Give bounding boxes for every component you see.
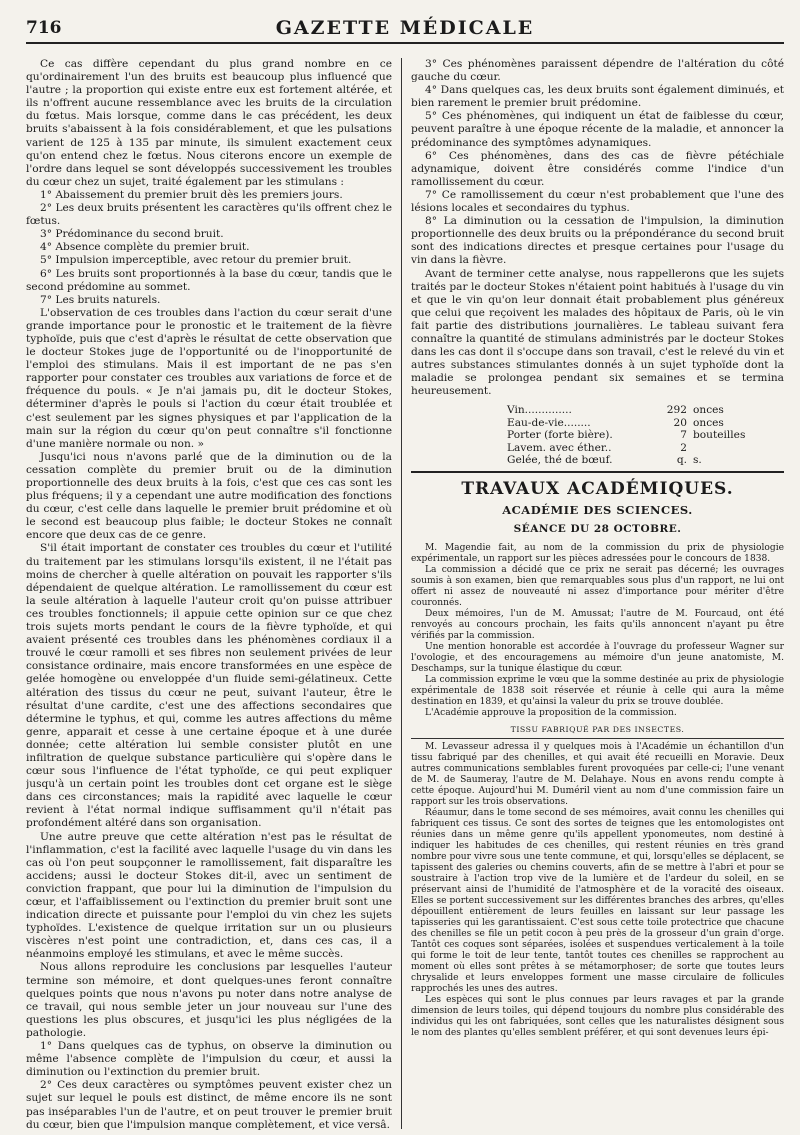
subhead-rule	[411, 738, 784, 739]
section-rule	[411, 471, 784, 473]
insect-article	[411, 742, 784, 1039]
paragraph: L'observation de ces troubles dans l'action du cœur serait d'une grande importance pour le pronostic et le traitement de la fièvre typhoïde, puis que c'est d'après le résultat de cette observation que le docteur Stokes juge de l'opportunité ou de l'inopportunité de l'emploi des stimulans. Mais il est important de ne pas s'en rapporter pour constater ces troubles aux variations de force et de fréquence du pouls. « Je n'ai jamais pu, dit le docteur Stokes, déterminer d'après le pouls si l'action du cœur était troublée et c'est seulement par les signes physiques et par l'application de la main sur la région du cœur qu'on peut connaître s'il fonctionne d'une manière normale ou non. »	[26, 306, 392, 450]
table-cell-qty: q.	[676, 454, 687, 467]
paragraph: Ce cas diffère cependant du plus grand nombre en ce qu'ordinairement l'un des bruits est beaucoup plus influencé que l'autre ; la proportion qui existe entre eux est fortement altérée, et ils n'offrent aucune ressemblance avec les bruits de la circulation du fœtus. Mais lorsque, comme dans le cas précédent, les deux bruits s'abaissent à la fois considérablement, et que les pulsations varient de 125 à 135 par minute, ils simulent exactement ceux qu'on entend chez le fœtus. Nous citerons encore un exemple de l'ordre dans lequel se sont développés successivement les troubles du cœur chez un sujet, traité également par les stimulans :	[26, 58, 392, 188]
section-subtitle: ACADÉMIE DES SCIENCES.	[502, 502, 693, 517]
list-item: 7° Ce ramollissement du cœur n'est probablement que l'une des lésions locales et secondaires du typhus.	[411, 188, 784, 215]
table-cell-unit: bouteilles	[693, 429, 746, 442]
list-item: 4° Absence complète du premier bruit.	[40, 241, 250, 254]
paragraph: Nous allons reproduire les conclusions par lesquelles l'auteur termine son mémoire, et dont quelques-unes feront connaître quelques points que nous n'avons pu noter dans notre analyse de ce travail, qui nous semble jeter un jour nouveau sur l'une des questions les plus obscures, et jusqu'ici les plus négligées de la pathologie.	[26, 961, 392, 1039]
table-row	[507, 454, 773, 467]
table-cell-qty: 2	[680, 441, 687, 454]
page-number: 716	[26, 18, 62, 38]
article-subheading: TISSU FABRIQUÉ PAR DES INSECTES.	[510, 724, 685, 734]
paragraph: La commission exprime le vœu que la somme destinée au prix de physiologie expérimentale de 1838 soit réservée et réunie à celle qui aura la même destination en 1839, et qu'ainsi la valeur du prix se trouve doublée.	[411, 674, 784, 707]
table-row	[507, 404, 773, 417]
column-divider	[401, 58, 402, 1129]
list-item: 1° Dans quelques cas de typhus, on observe la diminution ou même l'absence complète de l'impulsion du cœur, et aussi la diminution ou l'extinction du premier bruit.	[26, 1040, 392, 1079]
list-item: 1° Abaissement du premier bruit dès les premiers jours.	[40, 188, 343, 201]
list-item: 2° Les deux bruits présentent les caractères qu'ils offrent chez le fœtus.	[26, 202, 392, 228]
paragraph: Jusqu'ici nous n'avons parlé que de la diminution ou de la cessation complète du premier bruit ou de la diminution proportionnelle des deux bruits à la fois, c'est que ces cas sont les plus fréquens; il y a cependant une autre modification des fonctions du cœur, c'est celle dans laquelle le premier bruit prédomine et où le second est beaucoup plus faible; le docteur Stokes ne connaît encore que deux cas de ce genre.	[26, 450, 392, 542]
stimulants-table	[507, 404, 773, 467]
paragraph: Deux mémoires, l'un de M. Amussat; l'autre de M. Fourcaud, ont été renvoyés au concours prochain, les faits qu'ils annoncent n'ayant pu être vérifiés par la commission.	[411, 608, 784, 641]
table-cell-label: Eau-de-vie........	[507, 416, 591, 429]
paragraph: S'il était important de constater ces troubles du cœur et l'utilité du traitement par les stimulans lorsqu'ils existent, il ne l'était pas moins de chercher à quelle altération on pouvait les rapporter s'ils dépendaient de quelque altération. Le ramollissement du cœur est la seule altération à laquelle l'auteur croit qu'on puisse attribuer ces troubles fonctionnels; il appuie cette opinion sur ce que chez trois sujets morts pendant le cours de la fièvre typhoïde, et qui avaient présenté ces troubles dans les phénomènes cordiaux il a trouvé le cœur ramolli et ses fibres non seulement privées de leur consistance ordinaire, mais encore transformées en une espèce de gelée homogène ou enveloppée d'un fluide semi-gélatineux. Cette altération des tissus du cœur ne peut, suivant l'auteur, être le résultat d'une cardite, c'est une des affections secondaires que détermine le typhus, et qui, comme les autres affections du même genre, apparait et cesse à une certaine époque et à une durée donnée; cette altération lui semble consister plutôt en une infiltration de quelque substance particulière qui s'opère dans le cœur sous l'influence de l'état typhoïde, ce qui peut expliquer jusqu'à un certain point les troubles dont cet organe est le siège dans ces circonstances; mais la rapidité avec laquelle le cœur revient à l'état normal indique suffisamment qu'il n'était pas profondément altéré dans son organisation.	[26, 542, 392, 830]
table-row	[507, 417, 773, 430]
list-item: 6° Ces phénomènes, dans des cas de fièvre pétéchiale adynamique, doivent être considérés comme l'indice d'un ramollissement du cœur.	[411, 149, 784, 188]
table-cell-qty: 292	[666, 404, 687, 417]
header-rule	[26, 42, 784, 44]
list-item: 5° Impulsion imperceptible, avec retour du premier bruit.	[40, 254, 352, 267]
left-column	[26, 58, 392, 1130]
table-cell-label: Gelée, thé de bœuf.	[507, 454, 613, 467]
table-cell-qty: 7	[680, 429, 687, 442]
journal-title: GAZETTE MÉDICALE	[275, 17, 535, 39]
paragraph: M. Magendie fait, au nom de la commission du prix de physiologie expérimentale, un rapport sur les pièces adressées pour le concours de 1838.	[411, 542, 784, 564]
paragraph: La commission a décidé que ce prix ne serait pas décerné; les ouvrages soumis à son examen, bien que remarquables sous plus d'un rapport, ne lui ont offert ni assez de nouveauté ni assez d'importance pour mériter d'être couronnés.	[411, 564, 784, 608]
paragraph: Réaumur, dans le tome second de ses mémoires, avait connu les chenilles qui fabriquent ces tissus. Ce sont des sortes de teignes que les entomologistes ont réunies dans un même genre qu'ils appellent yponomeutes, nom destiné à indiquer les habitudes de ces chenilles, qui restent réunies en très grand nombre pour vivre sous une tente commune, et qui, lorsqu'elles se déplacent, se tapissent des galeries ou chemins couverts, afin de se mettre à l'abri et pour se soustraire à l'action trop vive de la lumière et de l'ardeur du soleil, en se préservant ainsi de l'humidité de l'atmosphère et de la voracité des oiseaux. Elles se portent successivement sur les différentes branches des arbres, qu'elles dépouillent entièrement de leurs feuilles en laissant sur leur passage les tapisseries qui les garantissaient. C'est sous cette toile protectrice que chacune des chenilles se file un petit cocon à peu près de la grosseur d'un grain d'orge. Tantôt ces coques sont séparées, isolées et suspendues verticalement à la toile qui forme le toit de leur tente, tantôt toutes ces chenilles se rapprochent au moment où elles sont prêtes à se métamorphoser; de sorte que toutes leurs chrysalide et leurs enveloppes forment une masse circulaire de follicules rapprochés les unes des autres.	[411, 807, 784, 994]
table-cell-qty: 20	[673, 416, 687, 429]
table-cell-unit: s.	[693, 454, 702, 467]
table-cell-label: Porter (forte bière).	[507, 429, 613, 442]
list-item: 5° Ces phénomènes, qui indiquent un état de faiblesse du cœur, peuvent paraître à une époque récente de la maladie, et annoncer la prédominance des symptômes adynamiques.	[411, 110, 784, 149]
paragraph: Une mention honorable est accordée à l'ouvrage du professeur Wagner sur l'ovologie, et des encouragemens au mémoire d'un jeune anatomiste, M. Deschamps, sur la tunique élastique du cœur.	[411, 641, 784, 674]
paragraph: Une autre preuve que cette altération n'est pas le résultat de l'inflammation, c'est la facilité avec laquelle l'usage du vin dans les cas où l'on peut soupçonner le ramollissement, fait disparaître les accidens; aussi le docteur Stokes dit-il, avec un sentiment de conviction frappant, que pour lui la diminution de l'impulsion du cœur, et l'affaiblissement ou l'extinction du premier bruit sont une indication directe et puissante pour l'emploi du vin chez les sujets typhoïdes. L'existence de quelque irritation sur un ou plusieurs viscères n'est point une contradiction, et, dans ces cas, il a néanmoins employé les stimulans, et avec le même succès.	[26, 830, 392, 961]
paragraph: L'Académie approuve la proposition de la commission.	[425, 707, 677, 718]
list-item: 4° Dans quelques cas, les deux bruits sont également diminués, et bien rarement le premier bruit prédomine.	[411, 84, 784, 110]
table-row	[507, 429, 773, 442]
list-item: 2° Ces deux caractères ou symptômes peuvent exister chez un sujet sur lequel le pouls est distinct, de même encore ils ne sont pas inséparables l'un de l'autre, et on peut trouver le premier bruit du cœur, bien que l'impulsion manque complètement, et vice versâ.	[26, 1079, 392, 1130]
table-cell-unit: onces	[693, 404, 724, 417]
academy-report	[411, 543, 784, 719]
right-column	[411, 58, 784, 1130]
paragraph: M. Levasseur adressa il y quelques mois à l'Académie un échantillon d'un tissu fabriqué par des chenilles, et qui avait été recueilli en Moravie. Deux autres communications semblables furent provoquées par celle-ci; l'une venant de M. de Saumeray, l'autre de M. Delahaye. Nous en avons rendu compte à cette époque. Aujourd'hui M. Duméril vient au nom d'une commission faire un rapport sur les trois observations.	[411, 741, 784, 807]
section-title: TRAVAUX ACADÉMIQUES.	[461, 478, 734, 499]
table-cell-label: Lavem. avec éther..	[507, 441, 612, 454]
list-item: 3° Ces phénomènes paraissent dépendre de l'altération du côté gauche du cœur.	[411, 58, 784, 84]
list-item: 7° Les bruits naturels.	[40, 293, 161, 306]
table-row	[507, 442, 773, 455]
table-cell-label: Vin..............	[507, 404, 572, 417]
paragraph: Les espèces qui sont le plus connues par leurs ravages et par la grande dimension de leurs toiles, qui dépend toujours du nombre plus considérable des individus qui les ont fabriquées, sont celles que les naturalistes désignent sous le nom des plantes qu'elles semblent préférer, et qui sont devenues leurs épi-	[411, 994, 784, 1038]
page-header	[26, 14, 784, 44]
session-heading: SÉANCE DU 28 OCTOBRE.	[513, 522, 682, 535]
table-cell-unit: onces	[693, 416, 724, 429]
list-item: 8° La diminution ou la cessation de l'impulsion, la diminution proportionnelle des deux bruits ou la prépondérance du second bruit sont des indications directes et presque certaines pour l'usage du vin dans la fièvre.	[411, 215, 784, 267]
table-cell-unit	[693, 442, 773, 455]
list-item: 3° Prédominance du second bruit.	[40, 228, 224, 241]
list-item: 6° Les bruits sont proportionnés à la base du cœur, tandis que le second prédomine au sommet.	[26, 267, 392, 293]
paragraph: Avant de terminer cette analyse, nous rappellerons que les sujets traités par le docteur Stokes n'étaient point habitués à l'usage du vin et que le vin qu'on leur donnait était probablement plus généreux que celui que reçoivent les malades des hôpitaux de Paris, où le vin fait partie des distributions journalières. Le tableau suivant fera connaître la quantité de stimulans administrés par le docteur Stokes dans les cas dont il s'occupe dans son travail, c'est le relevé du vin et autres substances stimulantes donnés à un sujet typhoïde dont la maladie se prolongea pendant six semaines et se termina heureusement.	[411, 267, 784, 398]
